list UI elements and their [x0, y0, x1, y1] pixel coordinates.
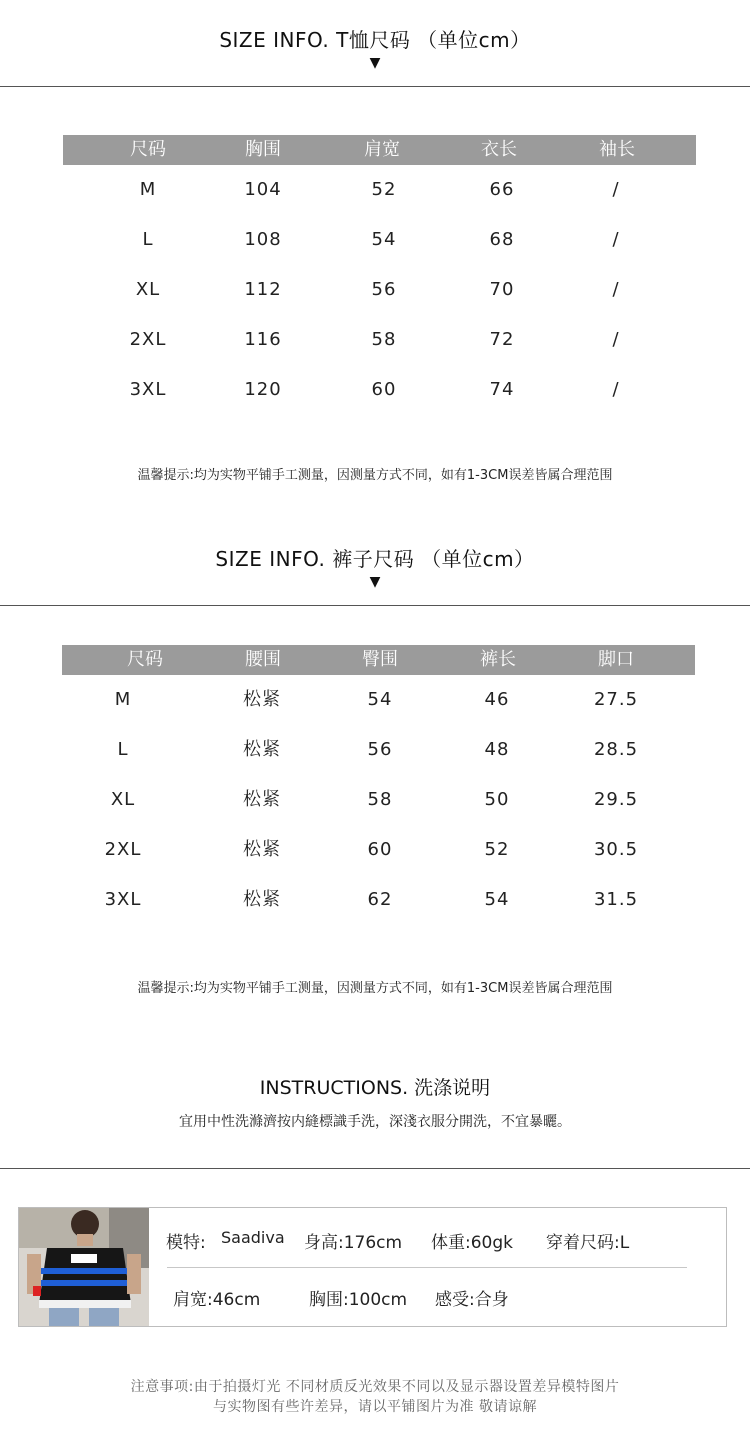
divider [0, 605, 750, 606]
table-cell: 54 [371, 229, 397, 250]
table-cell: XL [135, 279, 161, 300]
header-cell: 臀围 [362, 649, 398, 670]
table-row [63, 315, 696, 365]
table-cell: 54 [367, 689, 393, 710]
table-row [63, 265, 696, 315]
header-cell: 衣长 [481, 139, 517, 160]
table-cell: L [117, 739, 129, 760]
divider [0, 86, 750, 87]
table-cell: / [612, 179, 620, 200]
table-cell: / [612, 379, 620, 400]
table-cell: 松紧 [243, 789, 281, 810]
table-cell: 108 [244, 229, 282, 250]
instructions-title: INSTRUCTIONS. 洗涤说明 [259, 1077, 491, 1099]
table-row [62, 875, 695, 925]
table-cell: 58 [371, 329, 397, 350]
model-info-card [18, 1207, 727, 1327]
table-cell: 松紧 [243, 739, 281, 760]
table-cell: / [612, 229, 620, 250]
table-cell: M [114, 689, 132, 710]
table-cell: 52 [371, 179, 397, 200]
table-cell: 74 [489, 379, 515, 400]
model-fit-feel: 感受:合身 [435, 1290, 509, 1310]
table-cell: 62 [367, 889, 393, 910]
table-cell: 2XL [129, 329, 167, 350]
table-row [63, 165, 696, 215]
divider [167, 1267, 687, 1268]
table-cell: 29.5 [593, 789, 639, 810]
table-cell: 56 [367, 739, 393, 760]
header-cell: 袖长 [599, 139, 635, 160]
table-cell: 60 [371, 379, 397, 400]
table-cell: 3XL [129, 379, 167, 400]
table-row [63, 365, 696, 415]
model-size: 穿着尺码:L [546, 1233, 630, 1253]
table-cell: 30.5 [593, 839, 639, 860]
table-cell: 120 [244, 379, 282, 400]
table-cell: 70 [489, 279, 515, 300]
header-cell: 脚口 [598, 649, 634, 670]
model-shoulder: 肩宽:46cm [173, 1290, 261, 1310]
table-row [63, 215, 696, 265]
table-row [62, 825, 695, 875]
header-cell: 胸围 [245, 139, 281, 160]
down-arrow-icon: ▼ [369, 574, 381, 590]
table-cell: 54 [484, 889, 510, 910]
table-cell: 104 [244, 179, 282, 200]
measurement-note: 温馨提示:均为实物平铺手工测量，因测量方式不同，如有1-3CM误差皆属合理范围 [137, 468, 613, 483]
table-cell: 松紧 [243, 839, 281, 860]
tshirt-size-table [63, 135, 696, 415]
tshirt-size-title: SIZE INFO. T恤尺码 （单位cm） [219, 28, 531, 52]
pants-size-table [62, 645, 695, 925]
table-row [62, 675, 695, 725]
disclaimer-line-2: 与实物图有些许差异，请以平铺图片为准 敬请谅解 [213, 1399, 537, 1415]
table-cell: 56 [371, 279, 397, 300]
table-cell: 72 [489, 329, 515, 350]
header-cell: 尺码 [127, 649, 163, 670]
table-row [62, 725, 695, 775]
table-cell: / [612, 279, 620, 300]
model-chest: 胸围:100cm [309, 1290, 408, 1310]
table-cell: 松紧 [243, 889, 281, 910]
header-cell: 腰围 [245, 649, 281, 670]
table-cell: 2XL [104, 839, 142, 860]
table-cell: 28.5 [593, 739, 639, 760]
table-cell: 52 [484, 839, 510, 860]
table-cell: L [142, 229, 154, 250]
table-cell: / [612, 329, 620, 350]
header-cell: 肩宽 [364, 139, 400, 160]
table-cell: 50 [484, 789, 510, 810]
table-cell: 68 [489, 229, 515, 250]
table-header [62, 645, 695, 675]
table-cell: XL [110, 789, 136, 810]
header-cell: 尺码 [130, 139, 166, 160]
down-arrow-icon: ▼ [369, 55, 381, 71]
table-cell: 48 [484, 739, 510, 760]
table-cell: M [139, 179, 157, 200]
table-header [63, 135, 696, 165]
table-cell: 松紧 [243, 689, 281, 710]
header-cell: 裤长 [480, 649, 516, 670]
table-cell: 112 [244, 279, 282, 300]
table-cell: 46 [484, 689, 510, 710]
model-height: 身高:176cm [304, 1233, 403, 1253]
model-name: Saadiva [221, 1228, 285, 1247]
table-cell: 116 [244, 329, 282, 350]
table-cell: 3XL [104, 889, 142, 910]
divider [0, 1168, 750, 1169]
table-cell: 60 [367, 839, 393, 860]
measurement-note: 温馨提示:均为实物平铺手工测量，因测量方式不同，如有1-3CM误差皆属合理范围 [137, 981, 613, 996]
pants-size-title: SIZE INFO. 裤子尺码 （单位cm） [215, 547, 535, 571]
table-row [62, 775, 695, 825]
model-photo [19, 1208, 149, 1326]
disclaimer-line-1: 注意事项:由于拍摄灯光 不同材质反光效果不同以及显示器设置差异模特图片 [130, 1379, 620, 1395]
instructions-text: 宜用中性洗滌濟按内縫標識手洗，深淺衣服分開洗，不宜暴曬。 [179, 1114, 571, 1130]
model-photo-image [19, 1208, 149, 1326]
model-name-label: 模特: [166, 1233, 206, 1253]
table-cell: 27.5 [593, 689, 639, 710]
table-cell: 66 [489, 179, 515, 200]
table-cell: 58 [367, 789, 393, 810]
table-cell: 31.5 [593, 889, 639, 910]
model-weight: 体重:60gk [431, 1233, 513, 1253]
